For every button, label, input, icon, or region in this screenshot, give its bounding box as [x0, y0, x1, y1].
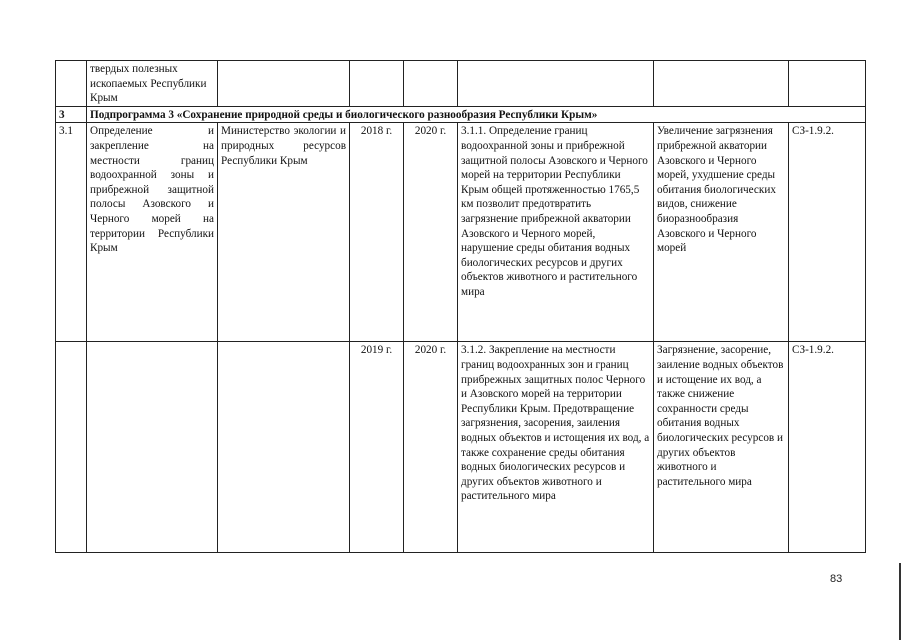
cell-start: 2019 г.	[350, 342, 404, 553]
continuation-row	[56, 61, 866, 107]
cell-executor	[218, 61, 350, 107]
cell-num	[56, 61, 87, 107]
cell-end	[404, 61, 458, 107]
program-table	[55, 60, 866, 553]
cell-end: 2020 г.	[404, 342, 458, 553]
cell-start: 2018 г.	[350, 123, 404, 342]
table-row	[56, 123, 866, 342]
section-title: Подпрограмма 3 «Сохранение природной среды и биологического разнообразия Республики Крым»	[87, 106, 866, 123]
cell-consequences: Загрязнение, засорение, заиление водных объектов и истощение их вод, а также снижение сохранности среды обитания водных биологических ресурсов и других объектов животного и растительного мира	[654, 342, 789, 553]
section-number: 3	[56, 106, 87, 123]
cell-executor: Министерство экологии и природных ресурсов Республики Крым	[218, 123, 350, 342]
table-row	[56, 342, 866, 553]
cell-num: 3.1	[56, 123, 87, 342]
cell-link: СЗ-1.9.2.	[789, 123, 866, 342]
cell-end: 2020 г.	[404, 123, 458, 342]
cell-num	[56, 342, 87, 553]
cell-start	[350, 61, 404, 107]
section-row	[56, 106, 866, 123]
scan-edge-mark	[899, 563, 901, 640]
cell-result	[458, 61, 654, 107]
cell-consequences: Увеличение загрязнения прибрежной акватории Азовского и Черного морей, ухудшение среды обитания биологических видов, снижение биоразнообразия Азовского и Черного морей	[654, 123, 789, 342]
cell-name	[87, 342, 218, 553]
page-number: 83	[830, 573, 843, 585]
cell-link	[789, 61, 866, 107]
cell-name: Определение и закрепление на местности границ водоохранной зоны и прибрежной защитной полосы Азовского и Черного морей на территории Республики Крым	[87, 123, 218, 342]
cell-link: СЗ-1.9.2.	[789, 342, 866, 553]
cell-result: 3.1.2. Закрепление на местности границ водоохранных зон и границ прибрежных защитных полос Черного и Азовского морей на территории Республики Крым. Предотвращение загрязнения, засорения, заиления водных объектов и истощения их вод, а также сохранение среды обитания водных биологических ресурсов и других объектов животного и растительного мира	[458, 342, 654, 553]
cell-executor	[218, 342, 350, 553]
cell-result: 3.1.1. Определение границ водоохранной зоны и прибрежной защитной полосы Азовского и Черного морей на территории Республики Крым общей протяженностью 1765,5 км позволит предотвратить загрязнение прибрежной акватории Азовского и Черного морей, нарушение среды обитания водных биологических ресурсов и других объектов животного и растительного мира	[458, 123, 654, 342]
cell-consequences	[654, 61, 789, 107]
cell-name: твердых полезных ископаемых Республики Крым	[87, 61, 218, 107]
